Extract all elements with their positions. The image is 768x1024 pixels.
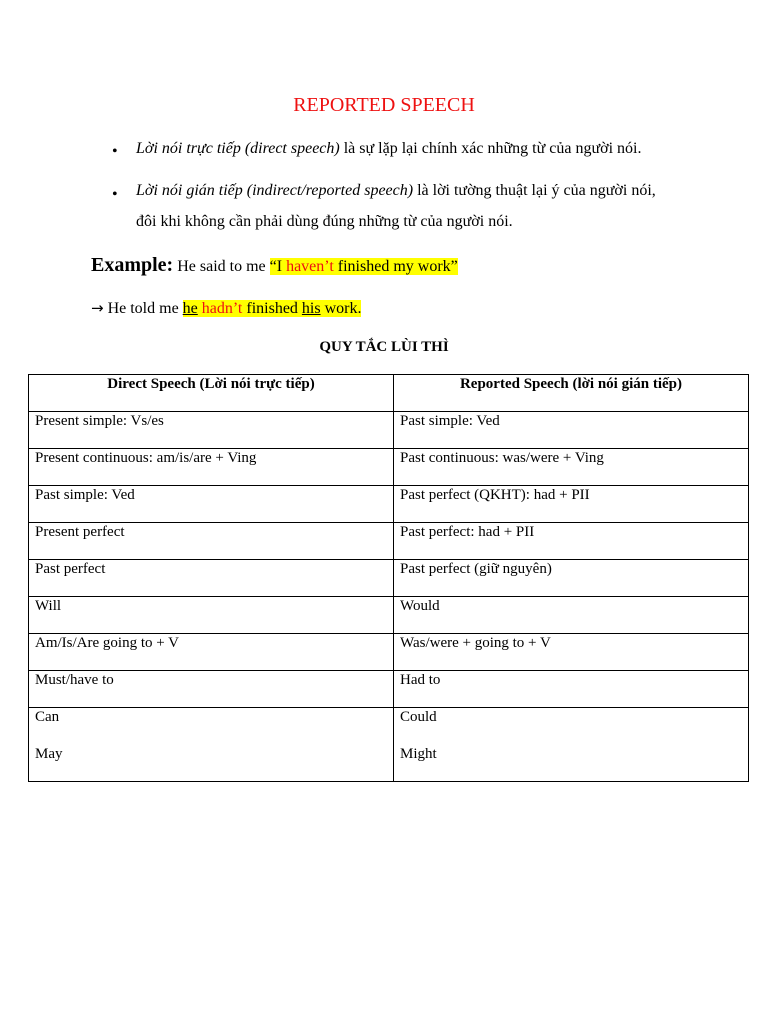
- cell-reported: Had to: [394, 671, 749, 708]
- cell-direct: Present continuous: am/is/are + Ving: [29, 449, 394, 486]
- table-header-row: [29, 375, 749, 412]
- cell-direct: Past simple: Ved: [29, 486, 394, 523]
- reported-possessive: his: [301, 300, 321, 317]
- table-row: [29, 486, 749, 523]
- cell-direct-modals: [29, 708, 394, 782]
- reported-example-line: [91, 296, 361, 321]
- example-intro: He said to me: [173, 258, 270, 275]
- bullet-direct-speech: [136, 133, 696, 164]
- cell-line: Could: [400, 709, 437, 725]
- quote-verb: haven’t: [286, 258, 334, 275]
- bullet-definition-cont: đôi khi không cần phải dùng đúng những từ của người nói.: [136, 213, 513, 230]
- cell-direct: Present perfect: [29, 523, 394, 560]
- table-row: [29, 671, 749, 708]
- reported-intro: He told me: [107, 300, 183, 317]
- reported-finished: finished: [242, 300, 302, 317]
- cell-reported: Past simple: Ved: [394, 412, 749, 449]
- table-row: [29, 597, 749, 634]
- bullet-dot: •: [112, 186, 118, 203]
- reported-verb: hadn’t: [197, 300, 243, 317]
- reported-work: work.: [320, 300, 362, 317]
- cell-direct: Am/Is/Are going to + V: [29, 634, 394, 671]
- table-row: [29, 708, 749, 782]
- table-row: [29, 412, 749, 449]
- example-label: Example:: [91, 254, 174, 276]
- arrow-right-icon: →: [91, 299, 104, 317]
- page-title: REPORTED SPEECH: [293, 94, 475, 116]
- bullet-definition: là sự lặp lại chính xác những từ của người nói.: [339, 140, 642, 157]
- cell-reported: Would: [394, 597, 749, 634]
- tense-shift-table: [28, 374, 749, 782]
- reported-pronoun: he: [182, 300, 198, 317]
- cell-reported: Past perfect: had + PII: [394, 523, 749, 560]
- bullet-indirect-speech: [136, 175, 696, 237]
- header-reported-speech: Reported Speech (lời nói gián tiếp): [394, 375, 749, 412]
- quote-close: finished my work”: [333, 258, 458, 275]
- cell-direct: Present simple: Vs/es: [29, 412, 394, 449]
- cell-direct: Will: [29, 597, 394, 634]
- reported-highlight: [183, 300, 362, 317]
- cell-reported: Past continuous: was/were + Ving: [394, 449, 749, 486]
- table-row: [29, 523, 749, 560]
- bullet-term: Lời nói gián tiếp (indirect/reported speech): [136, 182, 414, 199]
- quote-open: “I: [269, 258, 287, 275]
- example-quote: [270, 258, 458, 275]
- cell-reported: Past perfect (QKHT): had + PII: [394, 486, 749, 523]
- cell-direct: Must/have to: [29, 671, 394, 708]
- table-title: QUY TẮC LÙI THÌ: [319, 339, 449, 355]
- cell-reported-modals: [394, 708, 749, 782]
- table-row: [29, 449, 749, 486]
- example-line: [91, 252, 458, 280]
- table-row: [29, 634, 749, 671]
- cell-reported: Past perfect (giữ nguyên): [394, 560, 749, 597]
- bullet-definition: là lời tường thuật lại ý của người nói,: [413, 182, 656, 199]
- bullet-term: Lời nói trực tiếp (direct speech): [136, 140, 340, 157]
- cell-direct: Past perfect: [29, 560, 394, 597]
- cell-reported: Was/were + going to + V: [394, 634, 749, 671]
- cell-line: Might: [400, 746, 437, 762]
- bullet-dot: •: [112, 143, 118, 160]
- header-direct-speech: Direct Speech (Lời nói trực tiếp): [29, 375, 394, 412]
- table-row: [29, 560, 749, 597]
- cell-line: Can: [35, 709, 60, 725]
- cell-line: May: [35, 746, 63, 762]
